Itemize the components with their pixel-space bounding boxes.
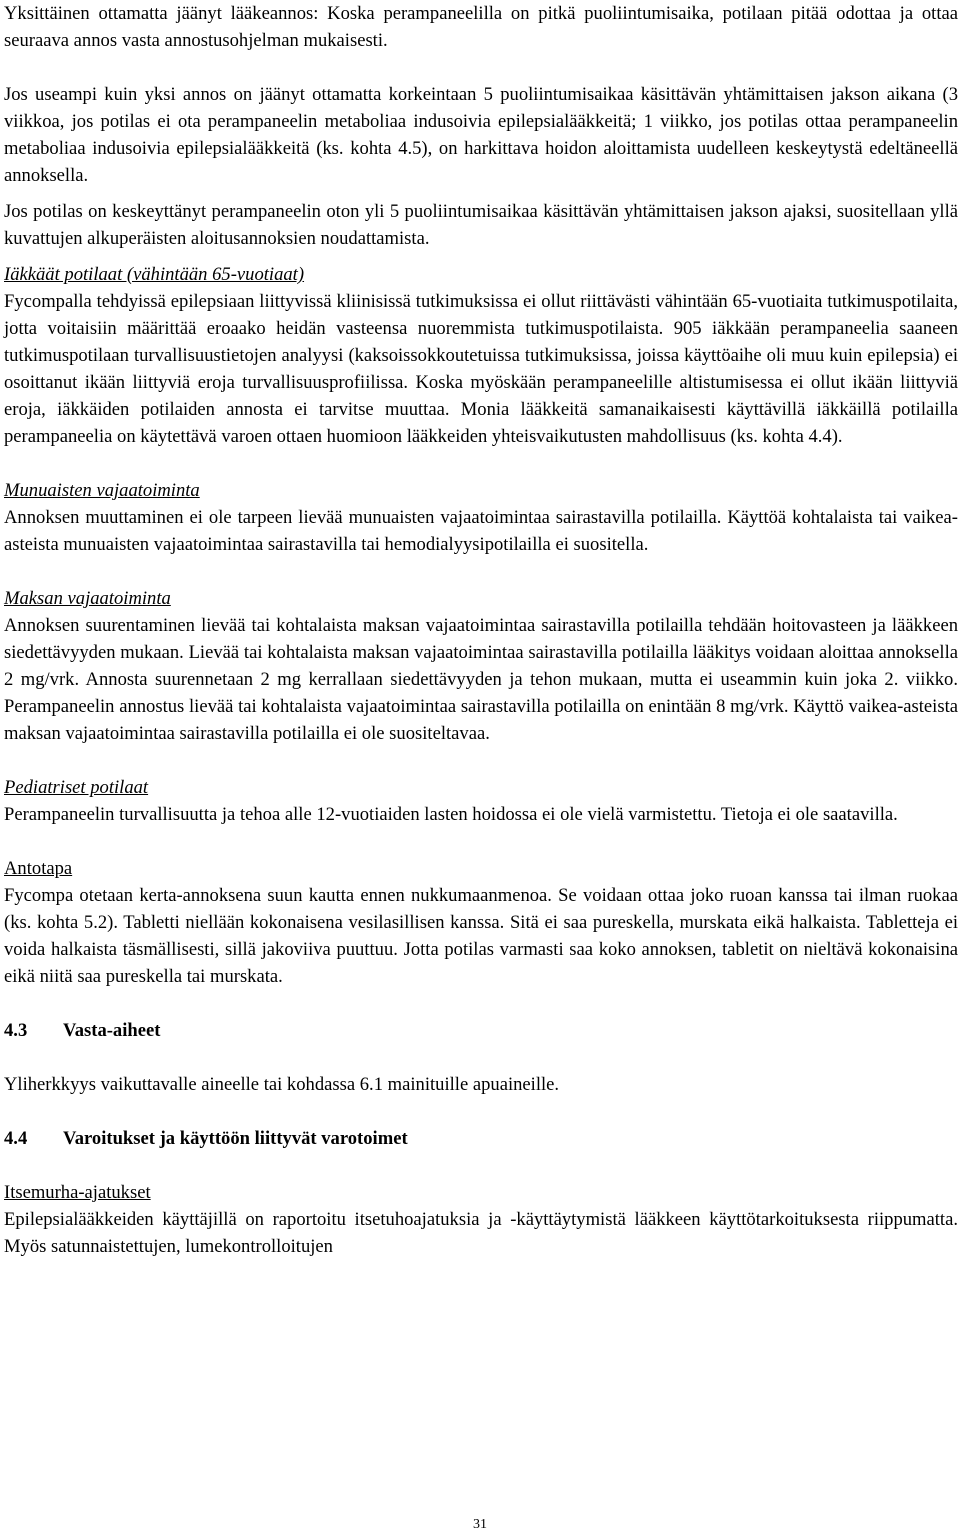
- document-page: [4, 0, 958, 1260]
- missed-dose-single-paragraph: Yksittäinen ottamatta jäänyt lääkeannos: Koska perampaneelilla on pitkä puoliintumisaika, potilaan pitää odottaa ja ottaa seuraava annos vasta annostusohjelman mukaisesti.: [4, 3, 958, 51]
- section-4-3: [4, 1017, 958, 1098]
- administration-text: Fycompa otetaan kerta-annoksena suun kautta ennen nukkumaanmenoa. Se voidaan ottaa joko ruoan kanssa tai ilman ruokaa (ks. kohta 5.2). Tabletti niellään kokonaisena vesilasillisen kanssa. Sitä ei saa pureskella, murskata eikä halkaista. Tabletteja ei voida halkaista täsmällisesti, sillä jakoviiva puuttuu. Jotta potilas varmasti saa koko annoksen, tabletit on nieltävä kokonaisina eikä niitä saa pureskella tai murskata.: [4, 885, 958, 987]
- section-4-3-heading: [4, 1017, 958, 1044]
- suicidal-ideation-heading: Itsemurha-ajatukset: [4, 1182, 151, 1203]
- elderly-text: Fycompalla tehdyissä epilepsiaan liittyvissä kliinisissä tutkimuksissa ei ollut riittävästi vähintään 65-vuotiaita tutkimuspotilaita, jotta voitaisiin määrittää eroaako heidän vasteensa nuoremmista tutkimuspotilaista. 905 iäkkään perampaneelia saaneen tutkimuspotilaan turvallisuustietojen analyysi (kaksoissokkoutetuissa tutkimuksissa, joissa käyttöaihe oli muu kuin epilepsia) ei osoittanut ikään liittyviä eroja turvallisuusprofiilissa. Koska myöskään perampaneelille altistumisessa ei ollut ikään liittyviä eroja, iäkkäiden potilaiden annosta ei tarvitse muuttaa. Monia lääkkeitä samanaikaisesti käyttävillä iäkkäillä potilailla perampaneelia on käytettävä varoen ottaen huomioon lääkkeiden yhteisvaikutusten mahdollisuus (ks. kohta 4.4).: [4, 291, 958, 447]
- pediatric-heading: Pediatriset potilaat: [4, 777, 149, 798]
- pediatric-section: [4, 774, 958, 828]
- hepatic-heading: Maksan vajaatoiminta: [4, 588, 171, 609]
- administration-section: [4, 855, 958, 990]
- renal-text: Annoksen muuttaminen ei ole tarpeen lievää munuaisten vajaatoimintaa sairastavilla potilailla. Käyttöä kohtalaista tai vaikea-asteista munuaisten vajaatoimintaa sairastavilla tai hemodialyysipotilailla ei suositella.: [4, 507, 958, 555]
- hepatic-text: Annoksen suurentaminen lievää tai kohtalaista maksan vajaatoimintaa sairastavilla potilailla tehdään hoitovasteen ja lääkkeen siedettävyyden mukaan. Lievää tai kohtalaista maksan vajaatoimintaa sairastavilla potilailla lääkitys voidaan aloittaa annoksella 2 mg/vrk. Annosta suurennetaan 2 mg kerrallaan siedettävyyden ja tehon mukaan, mutta ei useammin kuin joka 2. viikko. Perampaneelin annostus lievää tai kohtalaista vajaatoimintaa sairastavilla potilailla on enintään 8 mg/vrk. Käyttö vaikea-asteista maksan vajaatoimintaa sairastavilla potilailla ei ole suositeltavaa.: [4, 615, 958, 744]
- section-4-3-text: Yliherkkyys vaikuttavalle aineelle tai kohdassa 6.1 mainituille apuaineille.: [4, 1074, 560, 1095]
- elderly-section: [4, 261, 958, 450]
- section-4-3-title: Vasta-aiheet: [63, 1020, 161, 1041]
- section-4-4-heading: [4, 1125, 958, 1152]
- renal-heading: Munuaisten vajaatoiminta: [4, 480, 200, 501]
- missed-dose-multiple-paragraph: Jos useampi kuin yksi annos on jäänyt ottamatta korkeintaan 5 puoliintumisaikaa käsittävän yhtämittaisen jakson aikana (3 viikkoa, jos potilas ei ota perampaneelin metaboliaa indusoivia epilepsialääkkeitä; 1 viikko, jos potilas ottaa perampaneelin metaboliaa indusoivia epilepsialääkkeitä (ks. kohta 4.5), on harkittava hoidon aloittamista uudelleen keskeytystä edeltäneellä annoksella.: [4, 84, 958, 186]
- pediatric-text: Perampaneelin turvallisuutta ja tehoa alle 12-vuotiaiden lasten hoidossa ei ole vielä varmistettu. Tietoja ei ole saatavilla.: [4, 804, 898, 825]
- section-4-3-number: 4.3: [4, 1020, 28, 1041]
- administration-heading: Antotapa: [4, 858, 73, 879]
- page-number: 31: [473, 1517, 487, 1532]
- renal-section: [4, 477, 958, 558]
- elderly-heading: Iäkkäät potilaat (vähintään 65-vuotiaat): [4, 264, 305, 285]
- hepatic-section: [4, 585, 958, 747]
- discontinued-paragraph: Jos potilas on keskeyttänyt perampaneelin oton yli 5 puoliintumisaikaa käsittävän yhtämittaisen jakson ajaksi, suositellaan yllä kuvattujen alkuperäisten aloitusannoksien noudattamista.: [4, 201, 958, 249]
- section-4-4: [4, 1125, 958, 1260]
- suicidal-ideation-text: Epilepsialääkkeiden käyttäjillä on raportoitu itsetuhoajatuksia ja -käyttäytymistä lääkkeen käyttötarkoituksesta riippumatta. Myös satunnaistettujen, lumekontrolloitujen: [4, 1209, 958, 1257]
- section-4-4-number: 4.4: [4, 1128, 28, 1149]
- section-4-4-title: Varoitukset ja käyttöön liittyvät varotoimet: [63, 1128, 408, 1149]
